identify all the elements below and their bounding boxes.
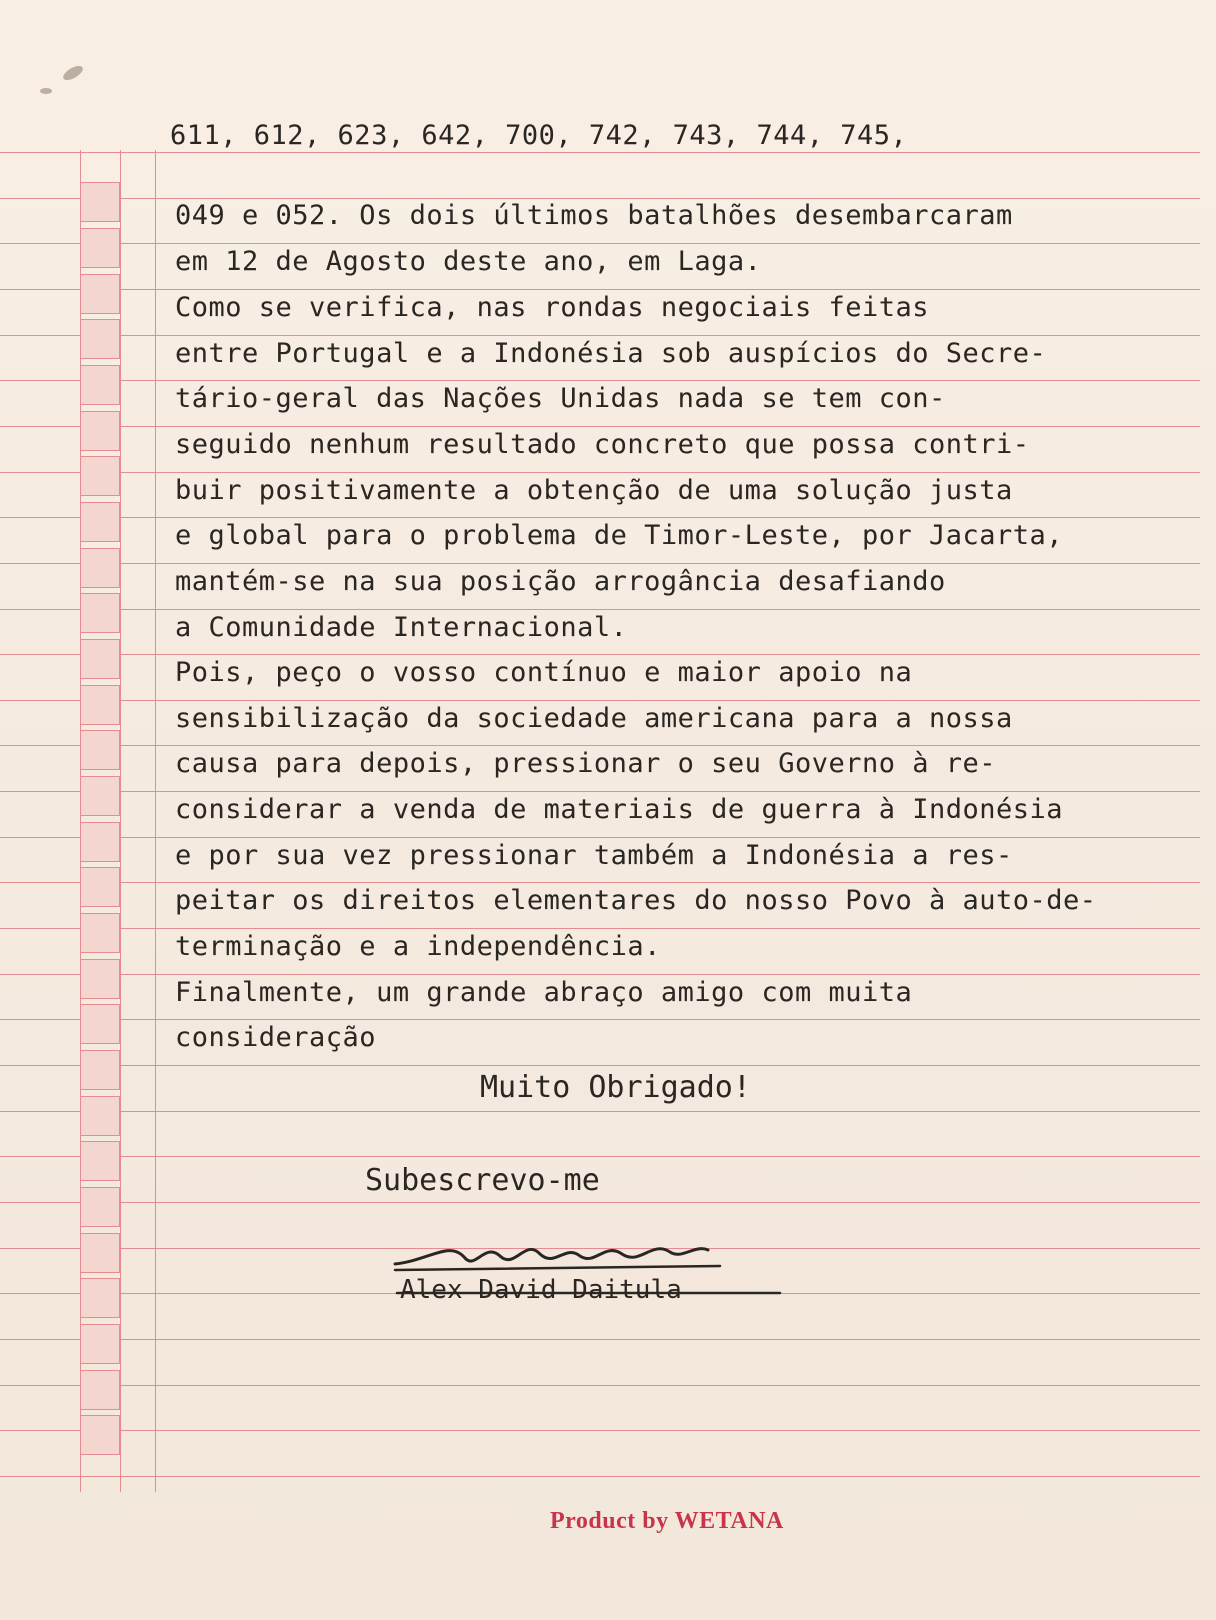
closing-subscribe: Subescrevo-me <box>365 1163 600 1198</box>
margin-box <box>80 1096 120 1136</box>
margin-box <box>80 959 120 999</box>
margin-box <box>80 867 120 907</box>
letter-line: e por sua vez pressionar também a Indonésia a res- <box>175 840 1013 871</box>
margin-box <box>80 913 120 953</box>
margin-box <box>80 1004 120 1044</box>
rule-line <box>0 745 1200 746</box>
rule-line <box>0 1019 1200 1020</box>
rule-line <box>0 609 1200 610</box>
ink-stain <box>40 88 52 94</box>
rule-line <box>0 974 1200 975</box>
margin-line-mid <box>120 150 121 1492</box>
rule-line <box>0 472 1200 473</box>
rule-line <box>0 1156 1200 1157</box>
signature-name: Alex David Daitula <box>400 1275 682 1305</box>
rule-line <box>0 1385 1200 1386</box>
margin-line-inner <box>155 150 156 1492</box>
rule-line <box>0 152 1200 153</box>
letter-line: entre Portugal e a Indonésia sob auspícios do Secre- <box>175 338 1047 369</box>
margin-box <box>80 411 120 451</box>
margin-box <box>80 365 120 405</box>
margin-box <box>80 502 120 542</box>
margin-box <box>80 776 120 816</box>
margin-box <box>80 548 120 588</box>
letter-line: peitar os direitos elementares do nosso Povo à auto-de- <box>175 885 1097 916</box>
rule-line <box>0 517 1200 518</box>
rule-line <box>0 837 1200 838</box>
rule-line <box>0 335 1200 336</box>
rule-line <box>0 791 1200 792</box>
letter-line: consideração <box>175 1022 377 1053</box>
letter-line: sensibilização da sociedade americana para a nossa <box>175 703 1013 734</box>
rule-line <box>0 243 1200 244</box>
margin-box <box>80 730 120 770</box>
margin-box <box>80 228 120 268</box>
margin-box <box>80 182 120 222</box>
rule-line <box>0 1430 1200 1431</box>
rule-line <box>0 1476 1200 1477</box>
margin-box <box>80 1370 120 1410</box>
rule-line <box>0 1339 1200 1340</box>
margin-box <box>80 1050 120 1090</box>
rule-line <box>0 198 1200 199</box>
letter-line: em 12 de Agosto deste ano, em Laga. <box>175 246 762 277</box>
margin-box <box>80 319 120 359</box>
letter-line: 049 e 052. Os dois últimos batalhões desembarcaram <box>175 200 1013 231</box>
letter-line: mantém-se na sua posição arrogância desafiando <box>175 566 946 597</box>
margin-box <box>80 639 120 679</box>
rule-line <box>0 654 1200 655</box>
letter-line: tário-geral das Nações Unidas nada se tem con- <box>175 383 946 414</box>
letter-line: 611, 612, 623, 642, 700, 742, 743, 744, 745, <box>170 120 908 151</box>
signature-scribble <box>390 1230 770 1280</box>
margin-box <box>80 1233 120 1273</box>
margin-box <box>80 822 120 862</box>
letter-line: Pois, peço o vosso contínuo e maior apoio na <box>175 657 913 688</box>
letter-line: seguido nenhum resultado concreto que possa contri- <box>175 429 1030 460</box>
margin-box <box>80 593 120 633</box>
rule-line <box>0 563 1200 564</box>
margin-box <box>80 685 120 725</box>
rule-line <box>0 1065 1200 1066</box>
margin-box <box>80 1187 120 1227</box>
closing-thanks: Muito Obrigado! <box>480 1070 751 1105</box>
letter-line: Finalmente, um grande abraço amigo com muita <box>175 977 913 1008</box>
rule-line <box>0 426 1200 427</box>
letter-line: e global para o problema de Timor-Leste, por Jacarta, <box>175 520 1064 551</box>
rule-line <box>0 380 1200 381</box>
margin-box <box>80 1278 120 1318</box>
signature-strike <box>395 1290 785 1296</box>
footer-brand: Product by WETANA <box>550 1508 784 1534</box>
letter-line: terminação e a independência. <box>175 931 661 962</box>
rule-line <box>0 1202 1200 1203</box>
margin-box <box>80 1415 120 1455</box>
rule-line <box>0 1111 1200 1112</box>
letter-line: causa para depois, pressionar o seu Governo à re- <box>175 748 997 779</box>
letter-line: Como se verifica, nas rondas negociais feitas <box>175 292 929 323</box>
letter-line: a Comunidade Internacional. <box>175 612 628 643</box>
rule-line <box>0 928 1200 929</box>
margin-box <box>80 1324 120 1364</box>
rule-line <box>0 882 1200 883</box>
ink-stain <box>61 63 85 83</box>
letter-line: considerar a venda de materiais de guerra à Indonésia <box>175 794 1064 825</box>
margin-box <box>80 274 120 314</box>
margin-box <box>80 1141 120 1181</box>
rule-line <box>0 700 1200 701</box>
margin-box <box>80 456 120 496</box>
letter-line: buir positivamente a obtenção de uma solução justa <box>175 475 1013 506</box>
rule-line <box>0 289 1200 290</box>
